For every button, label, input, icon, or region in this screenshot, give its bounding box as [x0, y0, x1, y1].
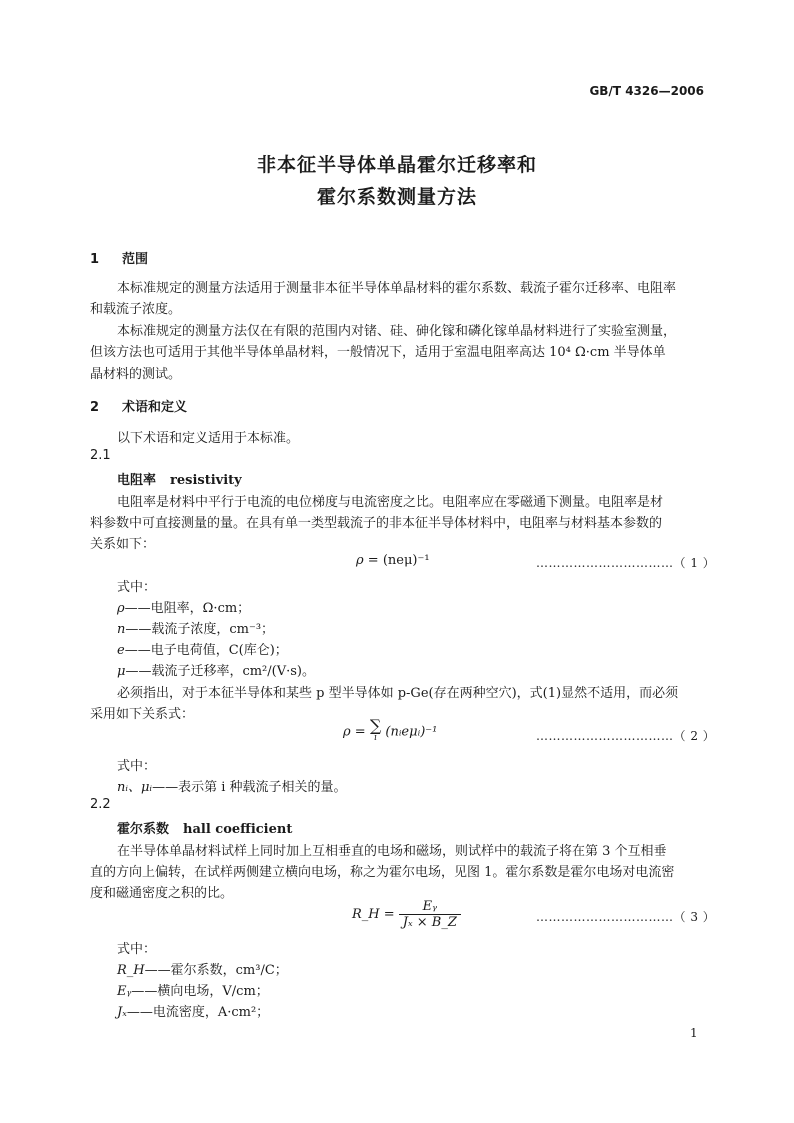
- resistivity-def-line1: 电阻率是材料中平行于电流的电位梯度与电流密度之比。电阻率应在零磁通下测量。电阻率是材: [117, 495, 664, 510]
- fraction-numerator: Eᵧ: [399, 899, 461, 915]
- variable-e: [117, 639, 288, 658]
- term-resistivity: [117, 469, 242, 488]
- note-line2: 采用如下关系式：: [90, 707, 195, 722]
- term-hall-coefficient: [117, 818, 292, 837]
- section-title: 范围: [122, 252, 149, 267]
- equation-3-number: ……………………………（ 3 ）: [536, 910, 716, 924]
- scope-paragraph-2-line3: 晶材料的测试。: [90, 367, 182, 382]
- resistivity-def-line2: 料参数中可直接测量的量。在具有单一类型载流子的非本征半导体材料中，电阻率与材料基本参数的: [90, 516, 663, 531]
- subsection-2-1-number: 2.1: [90, 448, 111, 463]
- fraction-denominator: Jₓ × B_Z: [402, 915, 457, 930]
- page-number: 1: [690, 1026, 698, 1040]
- equation-2-rhs: (nᵢeμᵢ)⁻¹: [385, 724, 438, 740]
- section-title: 术语和定义: [122, 400, 188, 415]
- sum-index: i: [374, 733, 377, 743]
- terms-intro: 以下术语和定义适用于本标准。: [117, 431, 300, 446]
- variable-jx: [117, 1001, 269, 1020]
- variable-description: ——载流子浓度，cm⁻³；: [125, 622, 275, 637]
- document-title-line1: 非本征半导体单晶霍尔迁移率和: [256, 154, 537, 176]
- equation-3-lhs: R_H =: [352, 907, 395, 922]
- where-label-2: 式中：: [117, 759, 157, 774]
- section-number: 2: [90, 400, 100, 415]
- variable-ey: [117, 980, 269, 999]
- variable-rho: [117, 597, 250, 616]
- term-english: resistivity: [170, 473, 242, 488]
- term-chinese: 霍尔系数: [117, 822, 170, 837]
- variable-mu: [117, 660, 315, 679]
- where-label-1: 式中：: [117, 580, 157, 595]
- equation-1-number: ……………………………（ 1 ）: [536, 556, 716, 570]
- scope-paragraph-1-line2: 和载流子浓度。: [90, 302, 182, 317]
- equation-2-number: ……………………………（ 2 ）: [536, 729, 716, 743]
- variable-symbol: Eᵧ: [117, 984, 132, 999]
- equation-3: [352, 899, 461, 930]
- variable-symbol: n: [117, 622, 126, 637]
- variable-description: ——霍尔系数，cm³/C；: [144, 963, 288, 978]
- equation-1-lhs: ρ: [356, 553, 364, 568]
- variable-description: ——电子电荷值，C(库仑)；: [124, 643, 288, 658]
- hall-fraction: [399, 899, 461, 930]
- variable-description: ——表示第 i 种载流子相关的量。: [152, 780, 347, 795]
- equation-2-lhs: ρ =: [343, 724, 366, 740]
- section-number: 1: [90, 252, 100, 267]
- variable-symbol: nᵢ、μᵢ: [117, 780, 153, 795]
- section-2-heading: [90, 396, 187, 415]
- resistivity-def-line3: 关系如下：: [90, 537, 156, 552]
- equation-1: [356, 553, 430, 568]
- variable-symbol: μ: [117, 664, 126, 679]
- variable-description: ——载流子迁移率，cm²/(V·s)。: [125, 664, 315, 679]
- scope-paragraph-2-line1: 本标准规定的测量方法仅在有限的范围内对锗、硅、砷化镓和磷化镓单晶材料进行了实验室测量，: [117, 324, 677, 339]
- variable-description: ——电阻率，Ω·cm；: [124, 601, 251, 616]
- variable-rh: [117, 959, 288, 978]
- variable-symbol: R_H: [117, 963, 145, 978]
- variable-symbol: Jₓ: [117, 1005, 127, 1020]
- document-title-line2: 霍尔系数测量方法: [316, 186, 477, 208]
- hall-def-line2: 直的方向上偏转，在试样两侧建立横向电场，称之为霍尔电场，见图 1。霍尔系数是霍尔电场对电流密: [90, 865, 675, 880]
- sigma-symbol: ∑: [369, 716, 382, 735]
- scope-paragraph-1-line1: 本标准规定的测量方法适用于测量非本征半导体单晶材料的霍尔系数、载流子霍尔迁移率、电阻率: [117, 281, 677, 296]
- variable-symbol: e: [117, 643, 125, 658]
- hall-def-line3: 度和磁通密度之积的比。: [90, 886, 234, 901]
- hall-def-line1: 在半导体单晶材料试样上同时加上互相垂直的电场和磁场，则试样中的载流子将在第 3 个互相垂: [117, 844, 667, 859]
- variable-description: ——电流密度，A·cm²；: [126, 1005, 270, 1020]
- variable-ni-mui: [117, 776, 347, 795]
- equation-2: [343, 716, 438, 744]
- variable-description: ——横向电场，V/cm；: [131, 984, 269, 999]
- variable-n: [117, 618, 274, 637]
- scope-paragraph-2-line2: 但该方法也可适用于其他半导体单晶材料，一般情况下，适用于室温电阻率高达 10⁴ Ω·cm 半导体单: [90, 345, 666, 360]
- equation-1-rhs: = (neμ)⁻¹: [367, 553, 430, 568]
- subsection-2-2-number: 2.2: [90, 797, 111, 812]
- variable-symbol: ρ: [117, 601, 125, 616]
- standard-code: GB/T 4326—2006: [589, 84, 704, 98]
- term-chinese: 电阻率: [117, 473, 157, 488]
- term-english: hall coefficient: [183, 822, 293, 837]
- note-line1: 必须指出，对于本征半导体和某些 p 型半导体如 p-Ge(存在两种空穴)，式(1)显然不适用，而必须: [117, 686, 679, 701]
- section-1-heading: [90, 248, 148, 267]
- summation-sign: [369, 716, 382, 744]
- where-label-3: 式中：: [117, 942, 157, 957]
